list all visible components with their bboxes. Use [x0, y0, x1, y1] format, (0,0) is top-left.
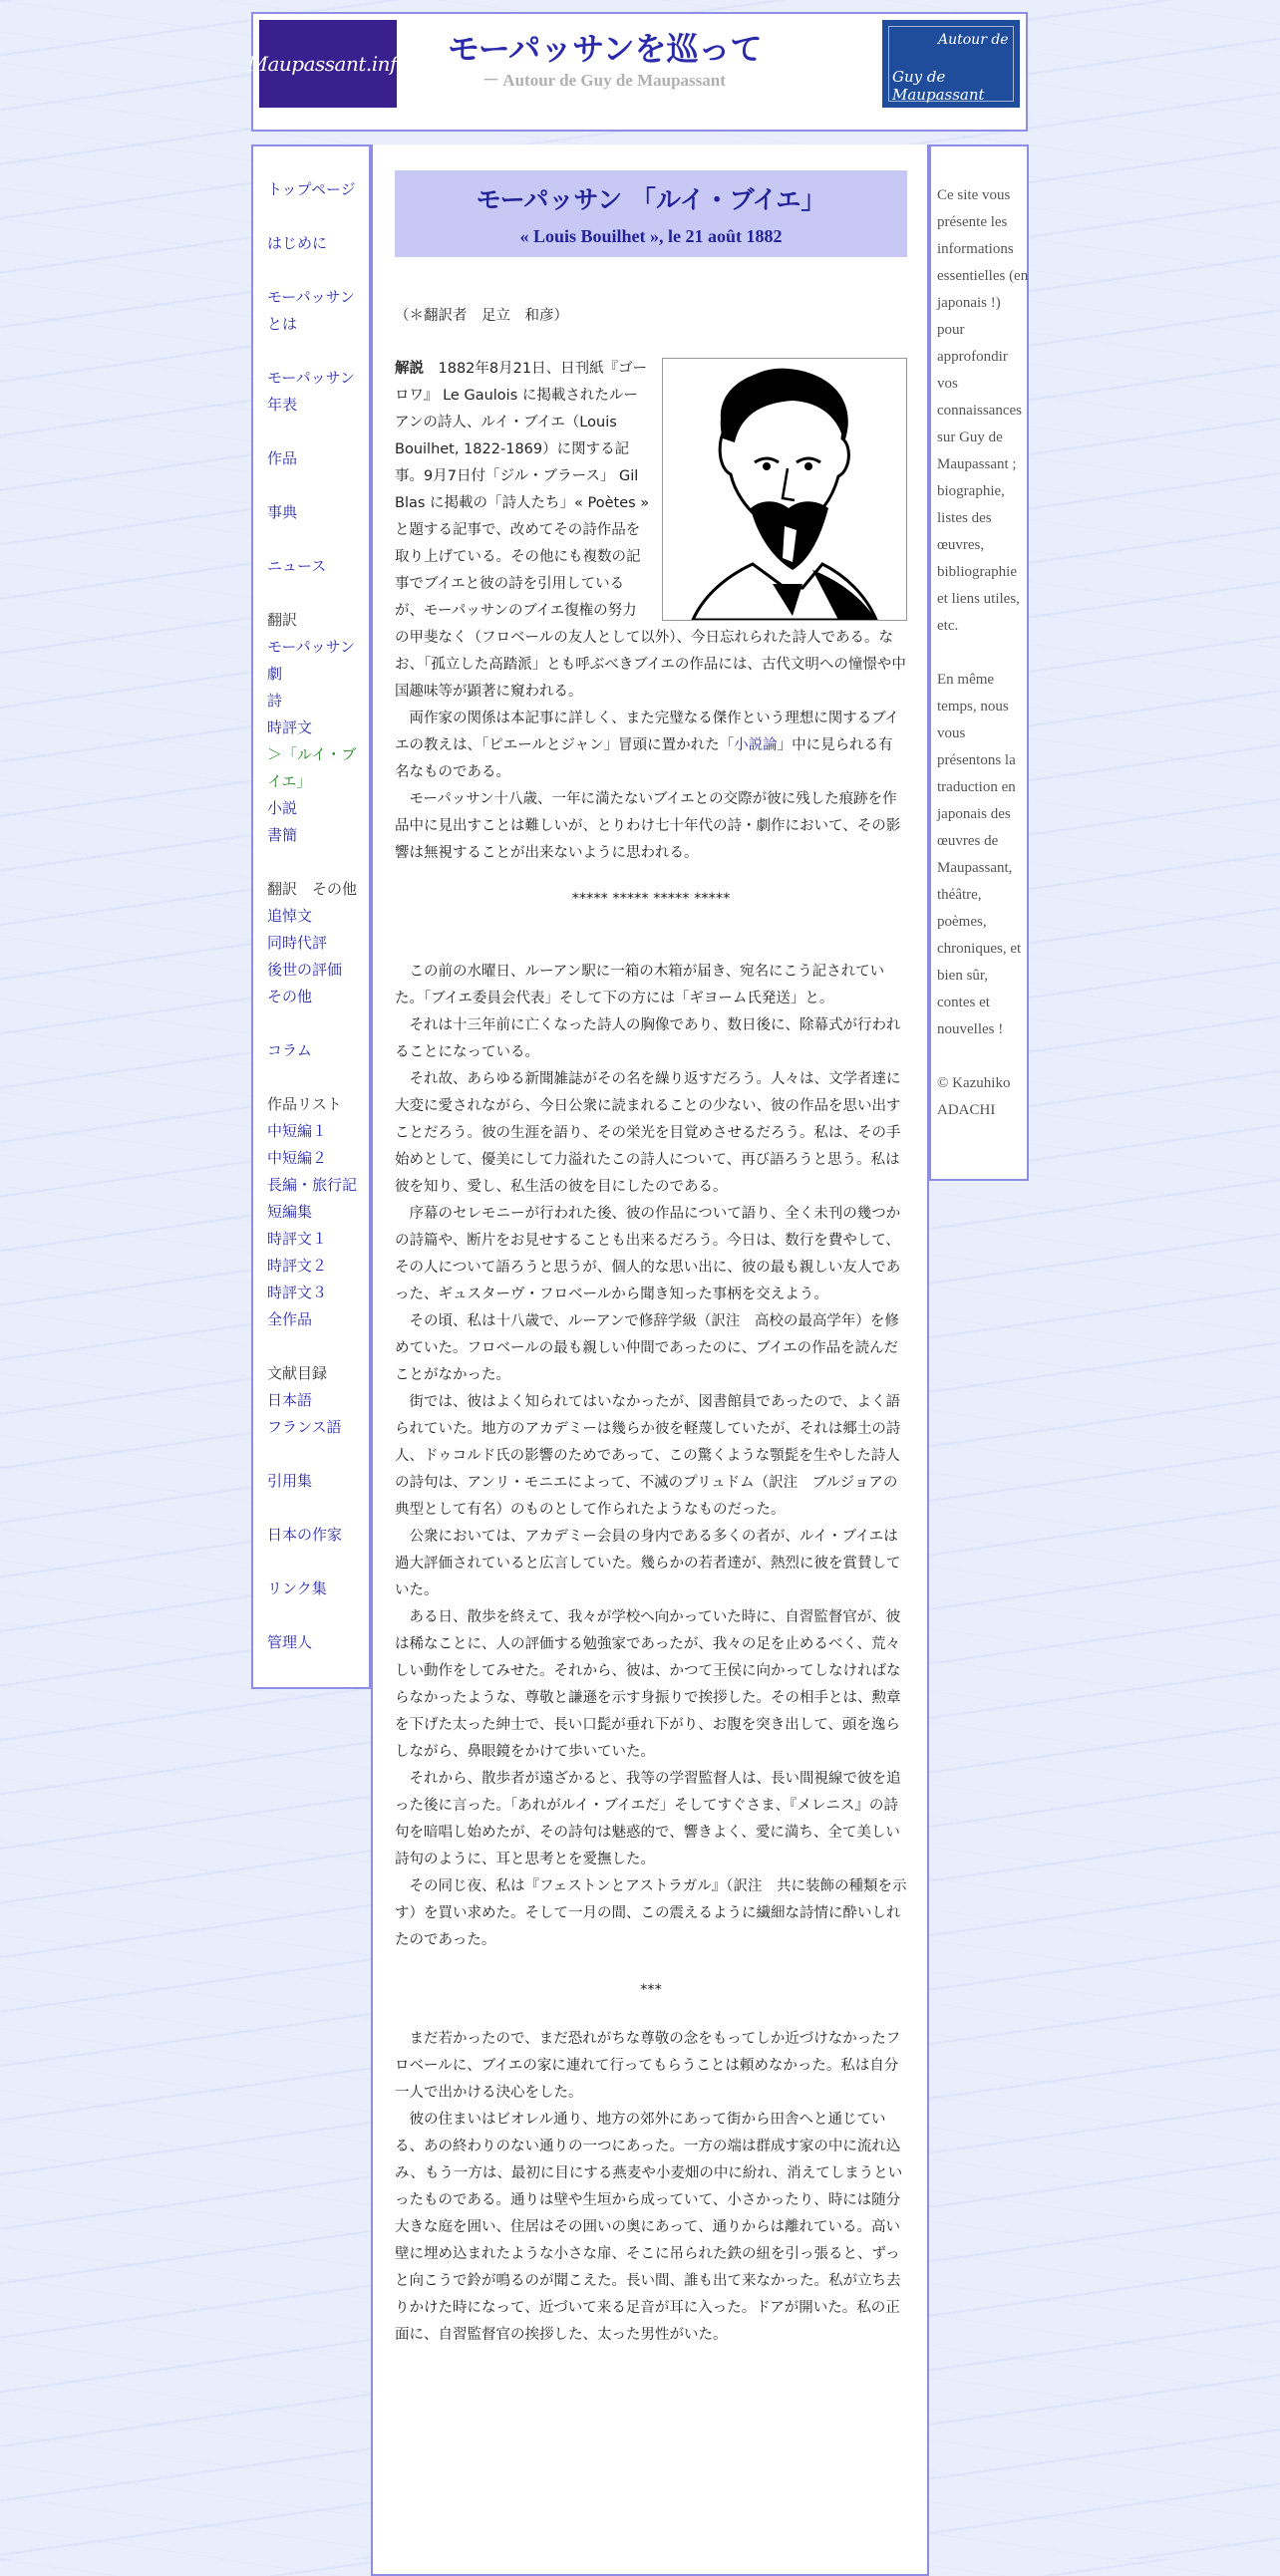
autour-logo[interactable]	[882, 20, 1020, 108]
sidebar-item[interactable]: 追悼文	[267, 907, 313, 925]
article-paragraph: その同じ夜、私は『フェストンとアストラガル』（訳注 共に装飾の種類を示す）を買い求めた。そして一月の間、この震えるように繊細な詩情に酔いしれたのであった。	[395, 1878, 907, 1948]
sidebar-item[interactable]: モーパッサン劇	[267, 638, 355, 683]
sidebar-item[interactable]: 作品	[267, 449, 298, 467]
intro-paragraph-2	[395, 706, 907, 786]
sidebar-item[interactable]: 時評文１	[267, 1230, 328, 1248]
sidebar-item: 翻訳 その他	[267, 880, 358, 898]
article-title: モーパッサン 「ルイ・ブイエ」	[476, 185, 826, 214]
translator-credit: （＊翻訳者 足立 和彦）	[395, 308, 568, 324]
sidebar-item[interactable]: 中短編２	[267, 1149, 328, 1167]
sidebar-item[interactable]: モーパッサン年表	[267, 369, 355, 414]
article-body-part-1	[395, 959, 907, 1954]
article-paragraph: 彼の住まいはビオレル通り、地方の郊外にあって街から田舎へと通じている、あの終わりのない通りの一つにあった。一方の端は群成す家の中に流れ込み、もう一方は、最初に目にする燕麦や小麦畑の中に紛れ、消えてしまうといったものである。通りは壁や生垣から成っていて、小さかったり、時には随分大きな庭を囲い、住居はその囲いの奥にあって、通りからは離れている。高い壁に埋め込まれたような小さな扉、そこに吊られた鉄の紐を引っ張ると、ずっと向こうで鈴が鳴るのが聞こえた。長い間、誰も出て来なかった。私が立ち去りかけた時になって、近づいて来る足音が耳に入った。ドアが開いた。私の正面に、自習監督官の挨拶した、太った男性がいた。	[395, 2112, 903, 2343]
sidebar-item[interactable]: 同時代評	[267, 934, 328, 952]
copyright: © Kazuhiko ADACHI	[937, 1075, 1011, 1118]
autour-logo-line1: Autour de	[938, 32, 1009, 48]
sidebar-item[interactable]: 小説	[267, 799, 298, 817]
section-separator-2: ***	[640, 1982, 662, 1998]
sidebar-item[interactable]: 時評文２	[267, 1257, 328, 1275]
main-content	[371, 144, 929, 2576]
article-paragraph: 序幕のセレモニーが行われた後、彼の作品について語り、全く未刊の幾つかの詩篇や、断片をお見せすることも出来るだろう。今日は、数行を費やして、その人について語ろうと思うが、個人的な思い出に、彼の最も親しい友人であった、ギュスターヴ・フロベールから聞き知った事柄を交えよう。	[395, 1206, 901, 1302]
roman-essay-link[interactable]: 小説論	[734, 737, 778, 753]
bouilhet-portrait-drawing	[663, 359, 906, 620]
sidebar-item[interactable]: リンク集	[267, 1579, 327, 1597]
portrait-image	[662, 358, 907, 621]
intro-section	[395, 356, 907, 867]
sidebar-item[interactable]: 事典	[267, 503, 298, 521]
intro-2-text-b: 」中に見られる有名なものである。	[395, 737, 893, 780]
article-paragraph: それから、散歩者が遠ざかると、我等の学習監督人は、長い間視線で彼を追った後に言った。「あれがルイ・ブイエだ」そしてすぐさま、『メレニス』の詩句を暗唱し始めたが、その詩句は魅惑的で、響きよく、愛に満ち、全て美しい詩句のように、耳と思考とを愛撫した。	[395, 1771, 901, 1867]
article-paragraph: それ故、あらゆる新聞雑誌がその名を繰り返すだろう。人々は、文学者達に大変に愛されながら、今日公衆に読まれることの少ない、彼の作品を思い出すことだろう。彼の生涯を語り、その栄光を目覚めさせるだろう。私は、その手始めとして、優美にして力溢れたこの詩人について、再び語ろうと思う。私は彼を知り、愛し、私生活の彼を目にしたのである。	[395, 1071, 901, 1195]
autour-logo-signature: Guy de Maupassant	[892, 68, 985, 104]
sidebar-item[interactable]: 後世の評価	[267, 961, 343, 979]
article-paragraph: まだ若かったので、まだ恐れがちな尊敬の念をもってしか近づけなかったフロベールに、ブイエの家に連れて行ってもらうことは頼めなかった。私は自分一人で出かける決心をした。	[395, 2031, 901, 2101]
sidebar-item: 作品リスト	[267, 1095, 342, 1113]
sidebar-item: ＞「ルイ・ブイエ」	[267, 745, 357, 790]
sidebar-item[interactable]: 時評文３	[267, 1284, 328, 1301]
article-paragraph: その頃、私は十八歳で、ルーアンで修辞学級（訳注 高校の最高学年）を修めていた。フロベールの最も親しい仲間であったのに、ブイエの作品を読んだことがなかった。	[395, 1313, 899, 1383]
sidebar-item[interactable]: 時評文	[267, 718, 313, 736]
article-header	[395, 170, 907, 257]
sidebar-item[interactable]: 短編集	[267, 1203, 313, 1221]
intro-text-1: 1882年8月21日、日刊紙『ゴーロワ』 Le Gaulois に掲載されたルーアンの詩人、ルイ・ブイエ（Louis Bouilhet, 1822-1869）に関する記事。9月7日付「ジル・ブラース」 Gil Blas に掲載の「詩人たち」« Poètes » と題する記事で、改めてその詩作品を取り上げている。その他にも複数の記事でブイエと彼の詩を引用しているが、モーパッサンのブイエ復権の努力の甲斐なく（フロベールの友人として以外）、今日忘れられた詩人である。なお、「孤立した高踏派」とも呼ぶべきブイエの作品には、古代文明への憧憬や中国趣味等が顕著に窺われる。	[395, 361, 906, 700]
article-paragraph: ある日、散歩を終えて、我々が学校へ向かっていた時に、自習監督官が、彼は稀なことに、人の評価する勉強家であったが、我々の足を止めるべく、荒々しい動作をしてみせた。それから、彼は、かつて王侯に向かってしなければならなかったような、尊敬と謙遜を示す身振りで挨拶した。その相手とは、勲章を下げた太った紳士で、長い口髭が垂れ下がり、お腹を突き出して、頭を逸らしながら、鼻眼鏡をかけて歩いていた。	[395, 1609, 901, 1760]
sidebar-item[interactable]: フランス語	[267, 1418, 342, 1436]
article-subtitle: « Louis Bouilhet », le 21 août 1882	[519, 226, 783, 246]
sidebar-item[interactable]: 全作品	[267, 1310, 313, 1328]
sidebar-item[interactable]: モーパッサンとは	[267, 288, 355, 333]
site-description-fr: Ce site vous présente les informations essentielles (en japonais !) pour approfondir vos connaissances sur Guy de Maupassant ; biographie, listes des œuvres, bibliographie et liens utiles, etc.	[937, 187, 1029, 634]
sidebar-item[interactable]: トップページ	[267, 180, 356, 198]
intro-2-text-a: 両作家の関係は本記事に詳しく、また完璧なる傑作という理想に関するブイエの教えは、「ピエールとジャン」冒頭に置かれた「	[395, 711, 899, 753]
sidebar-item: 文献目録	[267, 1364, 328, 1382]
sidebar-list	[253, 146, 369, 1656]
sidebar-item[interactable]: 詩	[267, 692, 283, 710]
sidebar-item[interactable]: 日本の作家	[267, 1526, 343, 1544]
sidebar-item[interactable]: その他	[267, 988, 313, 1005]
site-logo-text: Maupassant.info	[247, 52, 409, 76]
intro-paragraph-3: モーパッサン十八歳、一年に満たないブイエとの交際が彼に残した痕跡を作品中に見出すことは難しいが、とりわけ七十年代の詩・劇作において、その影響は無視することが出来ないように思われる。	[395, 791, 901, 861]
sidebar-nav	[251, 144, 371, 1689]
sidebar-item[interactable]: 長編・旅行記	[267, 1176, 358, 1194]
sidebar-item[interactable]: 引用集	[267, 1472, 313, 1490]
sidebar-item[interactable]: 管理人	[267, 1633, 313, 1651]
site-header	[247, 12, 1028, 132]
article-paragraph: この前の水曜日、ルーアン駅に一箱の木箱が届き、宛名にこう記されていた。「ブイエ委員会代表」そして下の方には「ギヨーム氏発送」と。	[395, 964, 885, 1006]
article-paragraph: それは十三年前に亡くなった詩人の胸像であり、数日後に、除幕式が行われることになっている。	[395, 1017, 901, 1060]
sidebar-item[interactable]: 中短編１	[267, 1122, 328, 1140]
section-separator: ***** ***** ***** *****	[571, 891, 731, 907]
sidebar-item[interactable]: はじめに	[267, 234, 328, 252]
sidebar-item[interactable]: 日本語	[267, 1391, 313, 1409]
sidebar-item[interactable]: コラム	[267, 1041, 312, 1059]
intro-label: 解説	[395, 361, 424, 377]
site-logo[interactable]	[247, 20, 409, 108]
translation-description-fr: En même temps, nous vous présentons la traduction en japonais des œuvres de Maupassant, théâtre, poèmes, chroniques, et bien sûr, contes et nouvelles !	[937, 672, 1022, 1037]
site-subtitle: － Autour de Guy de Maupassant	[482, 71, 726, 90]
sidebar-item: 翻訳	[267, 611, 298, 629]
site-title: モーパッサンを巡って	[448, 30, 763, 68]
sidebar-item[interactable]: 書簡	[267, 826, 298, 844]
right-info-panel	[929, 144, 1029, 1181]
article-paragraph: 公衆においては、アカデミー会員の身内である多くの者が、ルイ・ブイエは過大評価されていると広言していた。幾らかの若者達が、熱烈に彼を賞賛していた。	[395, 1529, 901, 1598]
article-body-part-2	[395, 2026, 907, 2349]
article-paragraph: 街では、彼はよく知られてはいなかったが、図書館員であったので、よく語られていた。地方のアカデミーは幾らか彼を軽蔑していたが、それは郷土の詩人、ドゥコルド氏の影響のためであって、この驚くような顎髭を生やした詩人の詩句は、アンリ・モニエによって、不滅のプリュドム（訳注 ブルジョアの典型として有名）のものとして作られたようなものだった。	[395, 1394, 901, 1518]
sidebar-item[interactable]: ニュース	[267, 557, 327, 575]
